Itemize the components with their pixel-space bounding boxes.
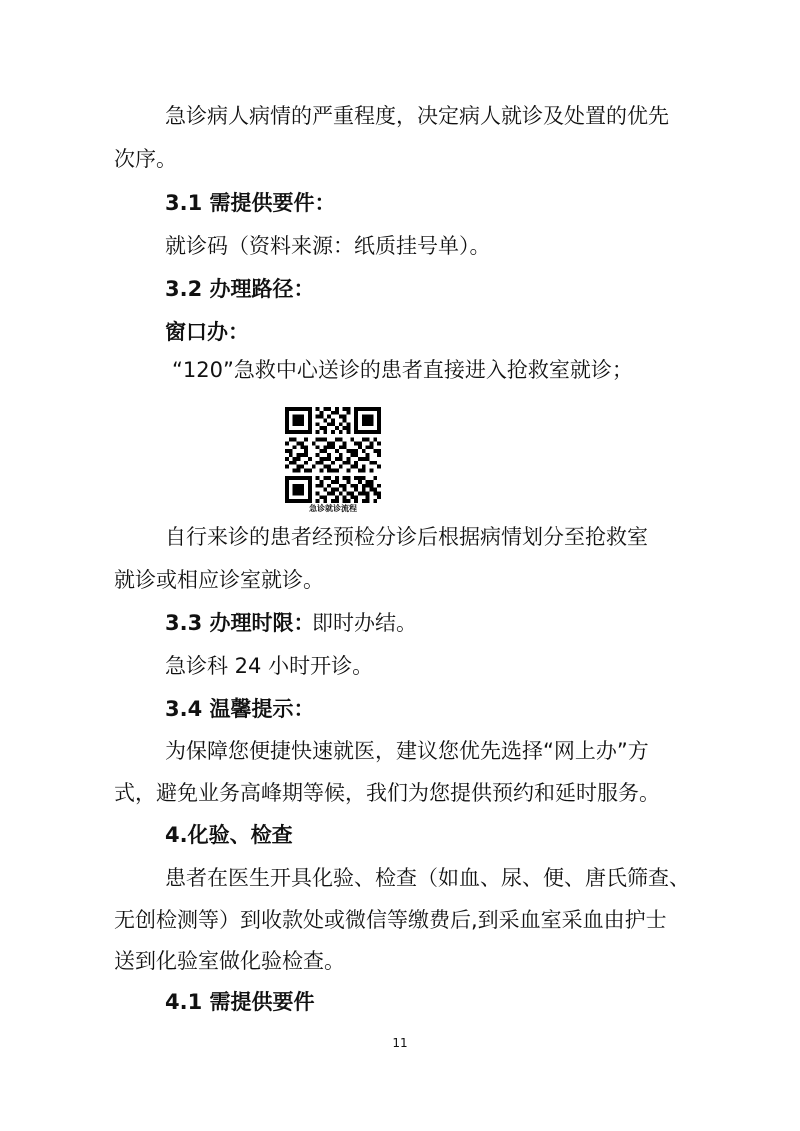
qr-code <box>285 407 381 503</box>
paragraph-line: 式，避免业务高峰期等候，我们为您提供预约和延时服务。 <box>114 781 660 805</box>
section-heading-4: 4.化验、检查 <box>165 823 293 847</box>
paragraph-line: 送到化验室做化验检查。 <box>114 949 345 973</box>
section-heading-3-3: 3.3 办理时限： <box>165 611 315 635</box>
paragraph-line: 无创检测等）到收款处或微信等缴费后,到采血室采血由护士 <box>114 908 667 932</box>
page-number: 11 <box>392 1036 408 1050</box>
paragraph-line: 急诊病人病情的严重程度，决定病人就诊及处置的优先 <box>165 104 669 128</box>
section-heading-3-4: 3.4 温馨提示： <box>165 697 315 721</box>
paragraph-line: “120”急救中心送诊的患者直接进入抢救室就诊； <box>172 358 633 382</box>
paragraph-line: 自行来诊的患者经预检分诊后根据病情划分至抢救室 <box>165 525 648 549</box>
paragraph-line: 就诊码（资料来源：纸质挂号单）。 <box>165 234 491 258</box>
paragraph-line: 即时办结。 <box>312 611 417 635</box>
paragraph-line: 次序。 <box>114 147 177 171</box>
paragraph-line: 急诊科 24 小时开诊。 <box>165 654 374 678</box>
subheading-window: 窗口办： <box>165 320 249 344</box>
paragraph-line: 患者在医生开具化验、检查（如血、尿、便、唐氏筛查、 <box>165 866 690 890</box>
qr-caption: 急诊就诊流程 <box>309 504 357 513</box>
paragraph-line: 就诊或相应诊室就诊。 <box>114 568 324 592</box>
section-heading-3-2: 3.2 办理路径： <box>165 277 315 301</box>
section-heading-4-1: 4.1 需提供要件 <box>165 990 315 1014</box>
section-heading-3-1: 3.1 需提供要件： <box>165 191 336 215</box>
paragraph-line: 为保障您便捷快速就医，建议您优先选择“网上办”方 <box>165 739 649 763</box>
